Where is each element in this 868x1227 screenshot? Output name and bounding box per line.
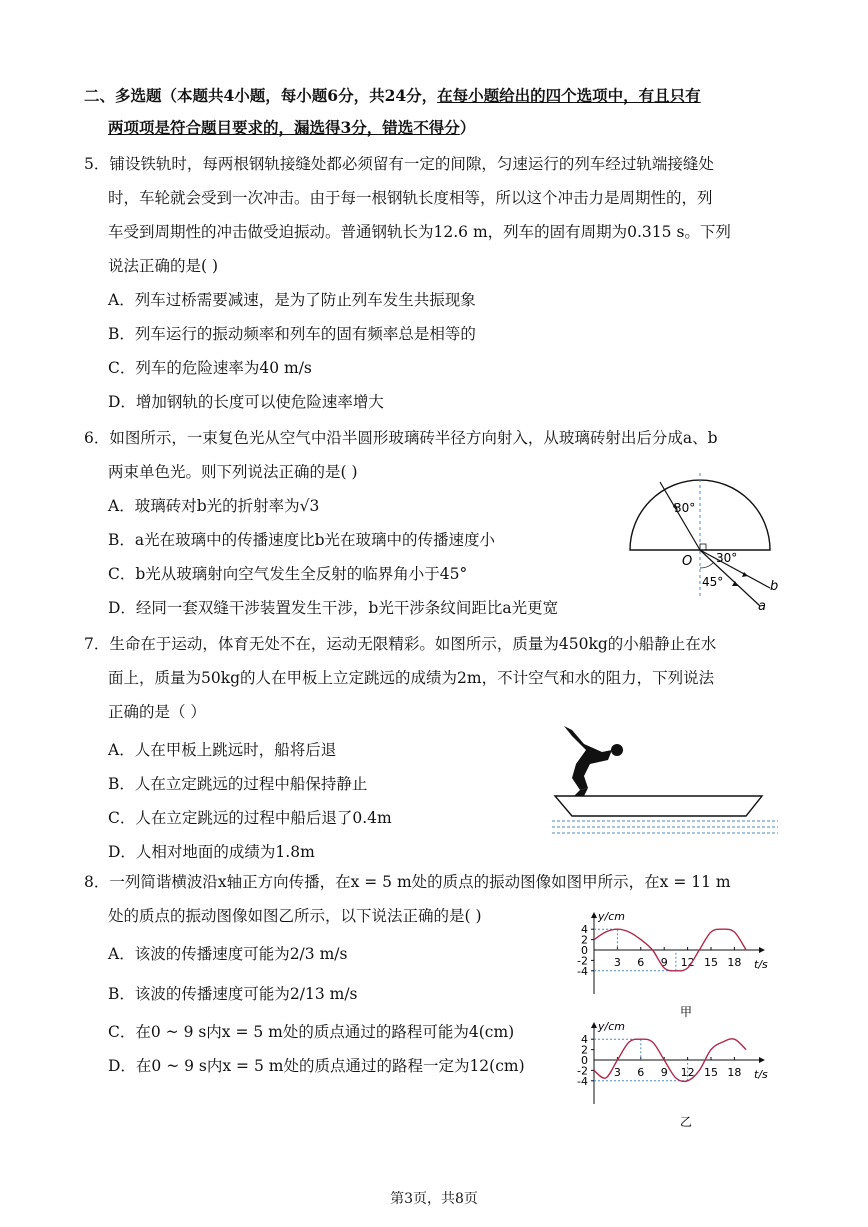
q8-option-a: A．该波的传播速度可能为2/3 m/s bbox=[108, 945, 348, 963]
vibration-chart-yi bbox=[566, 1020, 802, 1130]
x-axis-arrow-icon bbox=[759, 947, 765, 953]
ray-a-label: a bbox=[758, 599, 766, 614]
q8-line-1: 8．一列简谐横波沿x轴正方向传播，在x = 5 m处的质点的振动图像如图甲所示，在x = 11 m bbox=[84, 873, 731, 891]
q7-option-c: C．人在立定跳远的过程中船后退了0.4m bbox=[108, 809, 392, 827]
section-title-underlined-2: 两项项是符合题目要求的，漏选得3分，错选不得分 bbox=[108, 118, 460, 137]
ray-b-label: b bbox=[770, 579, 779, 594]
angle-arc-bottom bbox=[700, 563, 713, 568]
x-tick-label: 3 bbox=[613, 956, 621, 969]
y-axis-label: y/cm bbox=[598, 1020, 625, 1033]
q5-line-4: 说法正确的是( ) bbox=[108, 257, 219, 275]
q6-option-d: D．经同一套双缝干涉装置发生干涉，b光干涉条纹间距比a光更宽 bbox=[108, 599, 559, 617]
y-tick-label: 0 bbox=[581, 944, 588, 957]
q6-option-b: B．a光在玻璃中的传播速度比b光在玻璃中的传播速度小 bbox=[108, 531, 496, 549]
angle-label-right: 30° bbox=[716, 551, 738, 565]
q5-line-1: 5．铺设铁轨时，每两根钢轨接缝处都必须留有一定的间隙，匀速运行的列车经过轨端接缝处 bbox=[84, 155, 714, 173]
x-axis-arrow-icon bbox=[759, 1057, 765, 1063]
x-tick-label: 12 bbox=[680, 1066, 695, 1079]
section-title-plain: 二、多选题（本题共4小题，每小题6分，共24分， bbox=[84, 86, 438, 105]
glass-brick-figure bbox=[620, 468, 780, 618]
right-angle-mark bbox=[700, 544, 706, 550]
point-o-label: O bbox=[682, 554, 693, 569]
chart-title: 乙 bbox=[679, 1115, 693, 1129]
angle-label-top: 30° bbox=[674, 501, 696, 515]
q6-line-2: 两束单色光。则下列说法正确的是( ) bbox=[108, 463, 358, 481]
x-tick-label: 9 bbox=[660, 956, 668, 969]
q6-option-a: A．玻璃砖对b光的折射率为√3 bbox=[108, 497, 320, 515]
q7-option-b: B．人在立定跳远的过程中船保持静止 bbox=[108, 775, 368, 793]
x-tick-label: 18 bbox=[727, 956, 742, 969]
q7-line-1: 7．生命在于运动，体育无处不在，运动无限精彩。如图所示，质量为450kg的小船静止在水 bbox=[84, 635, 717, 653]
x-tick-label: 15 bbox=[704, 1066, 718, 1079]
x-tick-label: 12 bbox=[680, 956, 695, 969]
incident-ray bbox=[660, 482, 700, 550]
y-tick-label: 4 bbox=[581, 1033, 588, 1047]
section-heading bbox=[84, 86, 701, 106]
q7-option-a: A．人在甲板上跳远时，船将后退 bbox=[108, 741, 337, 759]
q5-option-b: B．列车运行的振动频率和列车的固有频率总是相等的 bbox=[108, 325, 476, 343]
q8-option-b: B．该波的传播速度可能为2/13 m/s bbox=[108, 985, 358, 1003]
y-tick-label: -2 bbox=[577, 1064, 588, 1078]
y-axis-arrow-icon bbox=[591, 1022, 597, 1028]
y-tick-label: -2 bbox=[577, 954, 588, 968]
x-tick-label: 18 bbox=[727, 1066, 742, 1079]
q5-option-d: D．增加钢轨的长度可以使危险速率增大 bbox=[108, 393, 384, 411]
q7-option-d: D．人相对地面的成绩为1.8m bbox=[108, 843, 315, 861]
q7-line-3: 正确的是（ ） bbox=[108, 703, 206, 721]
y-tick-label: 0 bbox=[581, 1054, 588, 1067]
x-tick-label: 9 bbox=[660, 1066, 668, 1079]
q5-option-c: C．列车的危险速率为40 m/s bbox=[108, 359, 312, 377]
section-heading-line2 bbox=[108, 118, 475, 138]
x-tick-label: 6 bbox=[637, 956, 645, 969]
q5-line-3: 车受到周期性的冲击做受迫振动。普通钢轨长为12.6 m，列车的固有周期为0.315 s。下列 bbox=[108, 223, 731, 241]
y-axis-arrow-icon bbox=[591, 912, 597, 918]
q7-line-2: 面上，质量为50kg的人在甲板上立定跳远的成绩为2m，不计空气和水的阻力，下列说法 bbox=[108, 669, 715, 687]
y-tick-label: 2 bbox=[581, 1043, 588, 1057]
y-axis-label: y/cm bbox=[598, 910, 625, 923]
x-axis-label: t/s bbox=[754, 958, 768, 971]
q5-option-a: A．列车过桥需要减速，是为了防止列车发生共振现象 bbox=[108, 291, 476, 309]
x-axis-label: t/s bbox=[754, 1068, 768, 1081]
q6-option-c: C．b光从玻璃射向空气发生全反射的临界角小于45° bbox=[108, 565, 468, 583]
chart-title: 甲 bbox=[679, 1005, 693, 1019]
q8-line-2: 处的质点的振动图像如图乙所示，以下说法正确的是( ) bbox=[108, 907, 482, 925]
q6-line-1: 6．如图所示，一束复色光从空气中沿半圆形玻璃砖半径方向射入，从玻璃砖射出后分成a、b bbox=[84, 429, 718, 447]
jumper-silhouette-icon bbox=[564, 726, 623, 796]
x-tick-label: 15 bbox=[704, 956, 718, 969]
vibration-chart-jia bbox=[566, 910, 802, 1020]
page-footer: 第3页，共8页 bbox=[390, 1191, 478, 1207]
y-tick-label: 4 bbox=[581, 923, 588, 937]
x-tick-label: 6 bbox=[637, 1066, 645, 1079]
boat-figure bbox=[550, 720, 780, 840]
section-title-underlined-1: 在每小题给出的四个选项中，有且只有 bbox=[437, 86, 701, 105]
angle-label-bottom: 45° bbox=[702, 575, 724, 589]
q5-line-2: 时，车轮就会受到一次冲击。由于每一根钢轨长度相等，所以这个冲击力是周期性的，列 bbox=[108, 189, 713, 207]
y-tick-label: -4 bbox=[577, 1074, 588, 1088]
q8-option-d: D．在0 ~ 9 s内x = 5 m处的质点通过的路程一定为12(cm) bbox=[108, 1057, 525, 1075]
y-tick-label: -4 bbox=[577, 964, 588, 978]
boat-hull bbox=[555, 796, 762, 816]
section-title-end: ） bbox=[459, 118, 476, 137]
y-tick-label: 2 bbox=[581, 933, 588, 947]
q8-option-c: C．在0 ~ 9 s内x = 5 m处的质点通过的路程可能为4(cm) bbox=[108, 1023, 515, 1041]
x-tick-label: 3 bbox=[613, 1066, 621, 1079]
ray-a-arrow-icon bbox=[732, 581, 738, 586]
